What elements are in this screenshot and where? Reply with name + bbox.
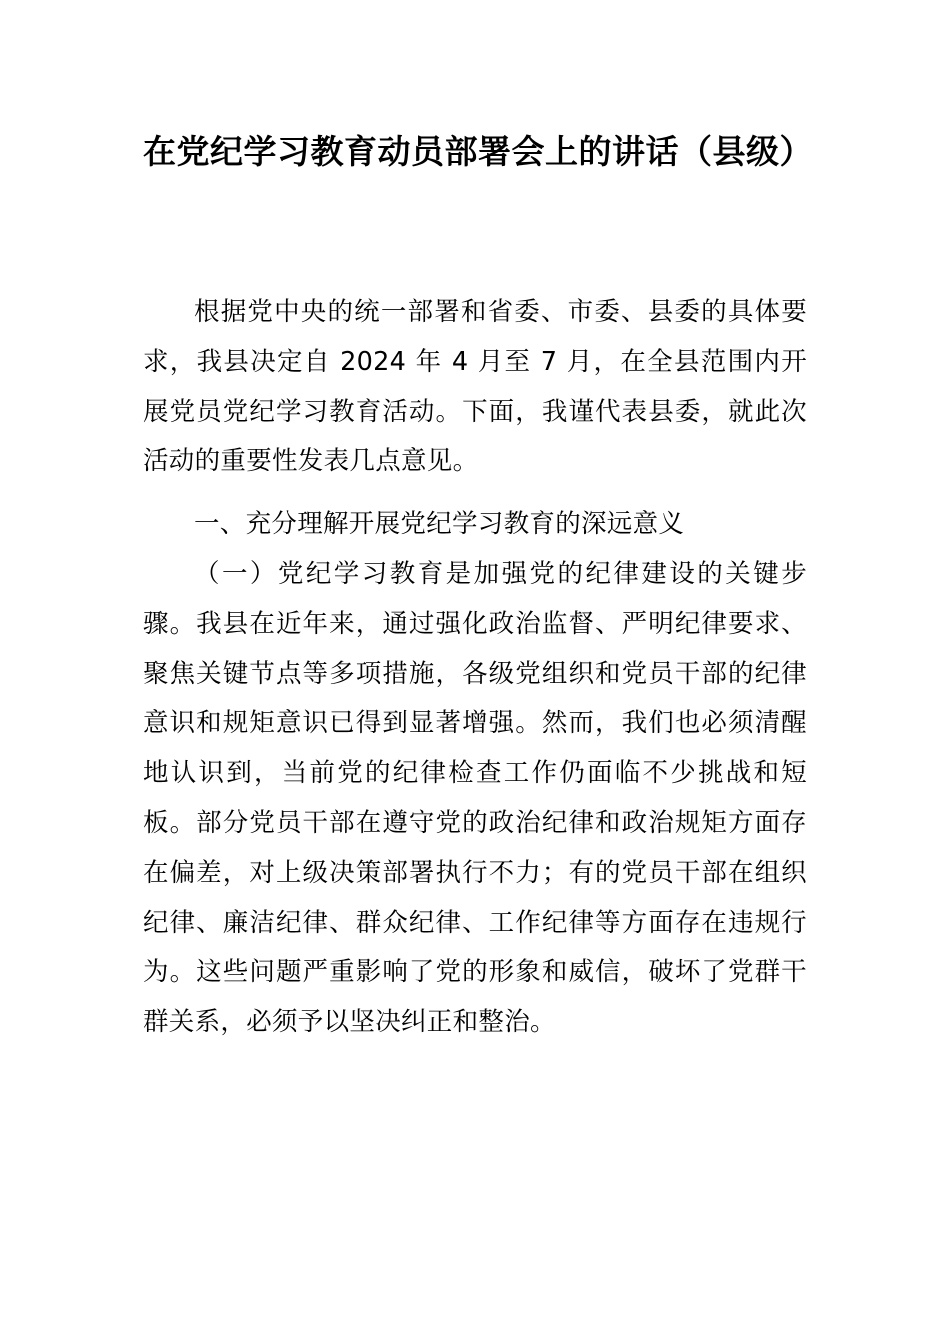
section-1-1-paragraph: （一）党纪学习教育是加强党的纪律建设的关键步骤。我县在近年来，通过强化政治监督、严明纪律要求、聚焦关键节点等多项措施，各级党组织和党员干部的纪律意识和规矩意识已得到显著增强。然而，我们也必须清醒地认识到，当前党的纪律检查工作仍面临不少挑战和短板。部分党员干部在遵守党的政治纪律和政治规矩方面存在偏差，对上级决策部署执行不力；有的党员干部在组织纪律、廉洁纪律、群众纪律、工作纪律等方面存在违规行为。这些问题严重影响了党的形象和威信，破坏了党群干群关系，必须予以坚决纠正和整治。 (143, 559, 807, 1038)
intro-paragraph: 根据党中央的统一部署和省委、市委、县委的具体要求，我县决定自 2024 年 4 月至 7 月，在全县范围内开展党员党纪学习教育活动。下面，我谨代表县委，就此次活动的重要性发表几点意见。 (143, 297, 807, 477)
section-heading-1: 一、充分理解开展党纪学习教育的深远意义 (194, 509, 685, 539)
document-title: 在党纪学习教育动员部署会上的讲话（县级） (143, 132, 813, 171)
